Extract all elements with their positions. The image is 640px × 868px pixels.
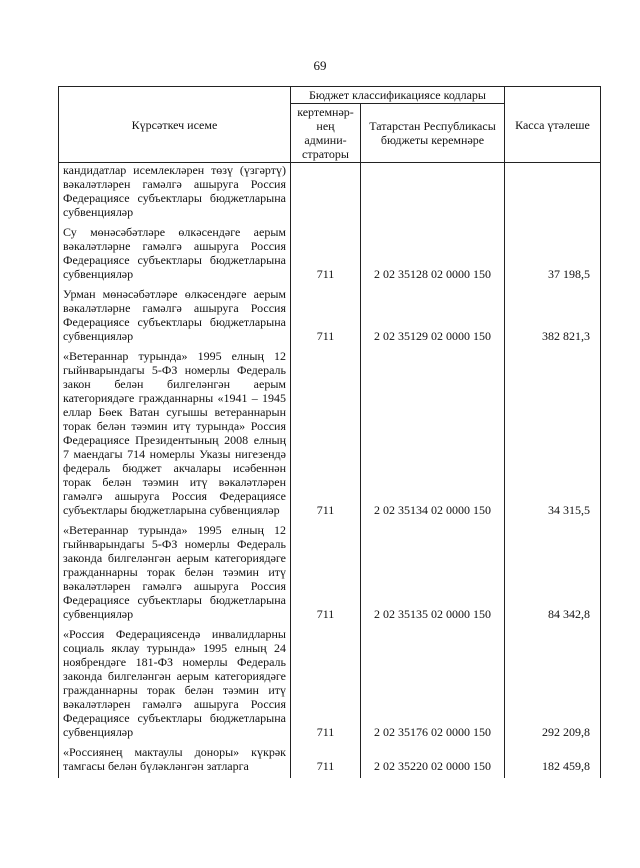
header-cash-execution: Касса үтәлеше bbox=[505, 87, 601, 163]
table-row bbox=[59, 163, 601, 225]
row-indicator-name: «Россия Федерациясендә инвалидларны социаль яклау турында» 1995 елның 24 ноябрендәге 181-ФЗ номерлы Федераль законда билгеләнгән аерым категориядәге гражданнарны торак белән тәэмин итү вәкаләтләрен гамәлгә ашыруга Россия Федерациясе субъектлары бюджетларына субвенцияләр bbox=[59, 626, 291, 744]
row-budget-code: 2 02 35134 02 0000 150 bbox=[361, 348, 505, 522]
row-cash-amount: 37 198,5 bbox=[505, 224, 601, 286]
row-cash-amount: 182 459,8 bbox=[505, 744, 601, 778]
row-budget-code bbox=[361, 163, 505, 225]
page-number: 69 bbox=[313, 58, 327, 73]
row-cash-amount: 84 342,8 bbox=[505, 522, 601, 626]
row-indicator-name: кандидатлар исемлекләрен төзү (үзгәртү) вәкаләтләрен гамәлгә ашыруга Россия Федерациясе субъектлары бюджетларына субвенцияләр bbox=[59, 163, 291, 225]
row-admin-code: 711 bbox=[291, 348, 361, 522]
row-indicator-name: «Ветераннар турында» 1995 елның 12 гыйнварындагы 5-ФЗ номерлы Федераль закон белән билгеләнгән аерым категориядәге гражданнарны «1941 – 1945 еллар Бөек Ватан сугышы ветераннарын торак белән тәэмин итү турында» Россия Федерациясе Президентының 2008 елның 7 маендагы 714 номерлы Указы нигезендә федераль бюджет акчалары исәбеннән торак белән тәэмин итү вәкаләтләрен гамәлгә ашыруга Россия Федерациясе субъектлары бюджетларына субвенцияләр bbox=[59, 348, 291, 522]
row-admin-code: 711 bbox=[291, 224, 361, 286]
row-admin-code: 711 bbox=[291, 626, 361, 744]
row-admin-code bbox=[291, 163, 361, 225]
table-row bbox=[59, 522, 601, 626]
header-tatarstan-revenue: Татарстан Республикасы бюджеты керемнәре bbox=[361, 104, 505, 163]
row-indicator-name: «Ветераннар турында» 1995 елның 12 гыйнварындагы 5-ФЗ номерлы Федераль законда билгеләнгән аерым категориядәге гражданнарны торак белән тәэмин итү вәкаләтләрен гамәлгә ашыруга Россия Федерациясе субъектлары бюджетларына субвенцияләр bbox=[59, 522, 291, 626]
row-indicator-name: Су мөнәсәбәтләре өлкәсендәге аерым вәкаләтләрне гамәлгә ашыруга Россия Федерациясе субъектлары бюджетларына субвенцияләр bbox=[59, 224, 291, 286]
table-row bbox=[59, 224, 601, 286]
row-budget-code: 2 02 35220 02 0000 150 bbox=[361, 744, 505, 778]
row-indicator-name: Урман мөнәсәбәтләре өлкәсендәге аерым вәкаләтләрне гамәлгә ашыруга Россия Федерациясе субъектлары бюджетларына субвенцияләр bbox=[59, 286, 291, 348]
row-budget-code: 2 02 35135 02 0000 150 bbox=[361, 522, 505, 626]
row-cash-amount: 382 821,3 bbox=[505, 286, 601, 348]
table-row bbox=[59, 744, 601, 778]
table-row bbox=[59, 286, 601, 348]
row-budget-code: 2 02 35129 02 0000 150 bbox=[361, 286, 505, 348]
row-cash-amount: 292 209,8 bbox=[505, 626, 601, 744]
header-budget-codes: Бюджет классификациясе кодлары bbox=[291, 87, 505, 104]
table-row bbox=[59, 626, 601, 744]
header-revenue-administrator: кертемнәр-нең админи-страторы bbox=[291, 104, 361, 163]
budget-table bbox=[58, 86, 601, 778]
row-budget-code: 2 02 35176 02 0000 150 bbox=[361, 626, 505, 744]
row-budget-code: 2 02 35128 02 0000 150 bbox=[361, 224, 505, 286]
table-row bbox=[59, 348, 601, 522]
header-indicator-name: Күрсәткеч исеме bbox=[59, 87, 291, 163]
row-admin-code: 711 bbox=[291, 286, 361, 348]
row-admin-code: 711 bbox=[291, 744, 361, 778]
row-indicator-name: «Россиянең мактаулы доноры» күкрәк тамгасы белән бүләкләнгән затларга bbox=[59, 744, 291, 778]
row-cash-amount: 34 315,5 bbox=[505, 348, 601, 522]
row-admin-code: 711 bbox=[291, 522, 361, 626]
table-body bbox=[59, 163, 601, 779]
row-cash-amount bbox=[505, 163, 601, 225]
